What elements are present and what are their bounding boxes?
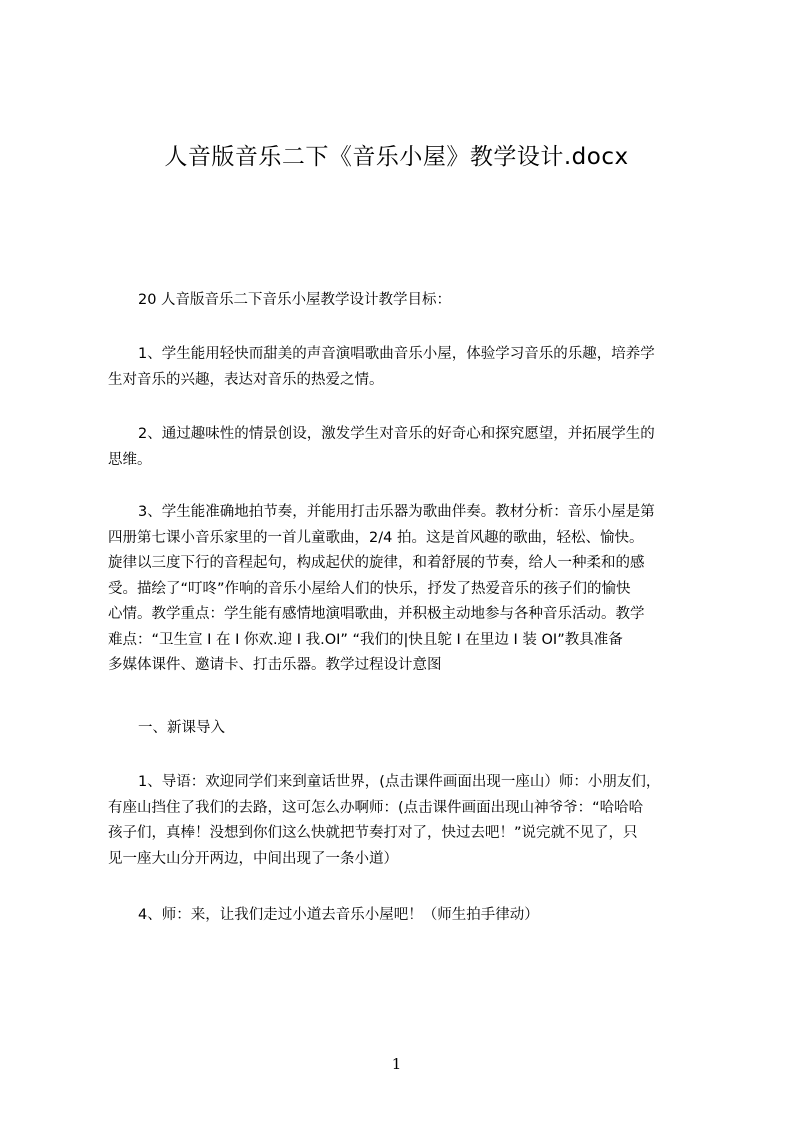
text-line: 生对音乐的兴趣，表达对音乐的热爱之情。 <box>108 371 384 388</box>
text-line: 20 人音版音乐二下音乐小屋教学设计教学目标： <box>138 292 452 308</box>
text-line: 难点：“卫生宣 I 在 I 你欢.迎 I 我.OI” “我们的|快且鸵 I 在里边 I 装 OI”教具准备 <box>108 631 623 648</box>
text-line: 受。描绘了“叮咚”作响的音乐小屋给人们的快乐，抒发了热爱音乐的孩子们的愉快 <box>108 580 631 597</box>
objective-3-analysis-paragraph <box>108 500 712 679</box>
text-line: 旋律以三度下行的音程起句，构成起伏的旋律，和着舒展的节奏，给人一种柔和的感 <box>108 555 645 571</box>
objective-2-paragraph <box>108 422 712 473</box>
text-line: 2、通过趣味性的情景创设，激发学生对音乐的好奇心和探究愿望，并拓展学生的 <box>138 426 655 442</box>
text-line: 孩子们，真棒！没想到你们这么快就把节奏打对了，快过去吧！”说完就不见了，只 <box>108 825 638 841</box>
intro-step-1-paragraph <box>108 770 712 872</box>
page-number: 1 <box>391 1055 402 1073</box>
document-title: 人音版音乐二下《音乐小屋》教学设计.docx <box>164 144 629 170</box>
text-line: 心情。教学重点：学生能有感情地演唱歌曲，并积极主动地参与各种音乐活动。教学 <box>108 606 645 622</box>
text-line: 1、学生能用轻快而甜美的声音演唱歌曲音乐小屋，体验学习音乐的乐趣，培养学 <box>138 346 655 362</box>
text-line: 思维。 <box>108 451 152 468</box>
text-line: 见一座大山分开两边，中间出现了一条小道） <box>108 850 398 867</box>
text-line: 1、导语：欢迎同学们来到童话世界，(点击课件画面出现一座山）师：小朋友们， <box>138 774 661 790</box>
section-heading-intro <box>108 716 742 742</box>
text-line: 多媒体课件、邀请卡、打击乐器。教学过程设计意图 <box>108 657 442 673</box>
intro-step-4-paragraph <box>108 903 742 929</box>
text-line: 有座山挡住了我们的去路，这可怎么办啊师：(点击课件画面出现山神爷爷：“哈哈哈 <box>108 799 644 816</box>
text-line: 3、学生能准确地拍节奏，并能用打击乐器为歌曲伴奏。教材分析：音乐小屋是第 <box>138 504 655 520</box>
text-line: 4、师：来，让我们走过小道去音乐小屋吧！（师生拍手律动） <box>138 907 539 923</box>
text-line: 一、新课导入 <box>138 720 225 736</box>
objectives-heading-paragraph <box>108 288 742 314</box>
objective-1-paragraph <box>108 342 712 393</box>
text-line: 四册第七课小音乐家里的一首儿童歌曲，2/4 拍。这是首风趣的歌曲，轻松、愉快。 <box>108 529 644 546</box>
